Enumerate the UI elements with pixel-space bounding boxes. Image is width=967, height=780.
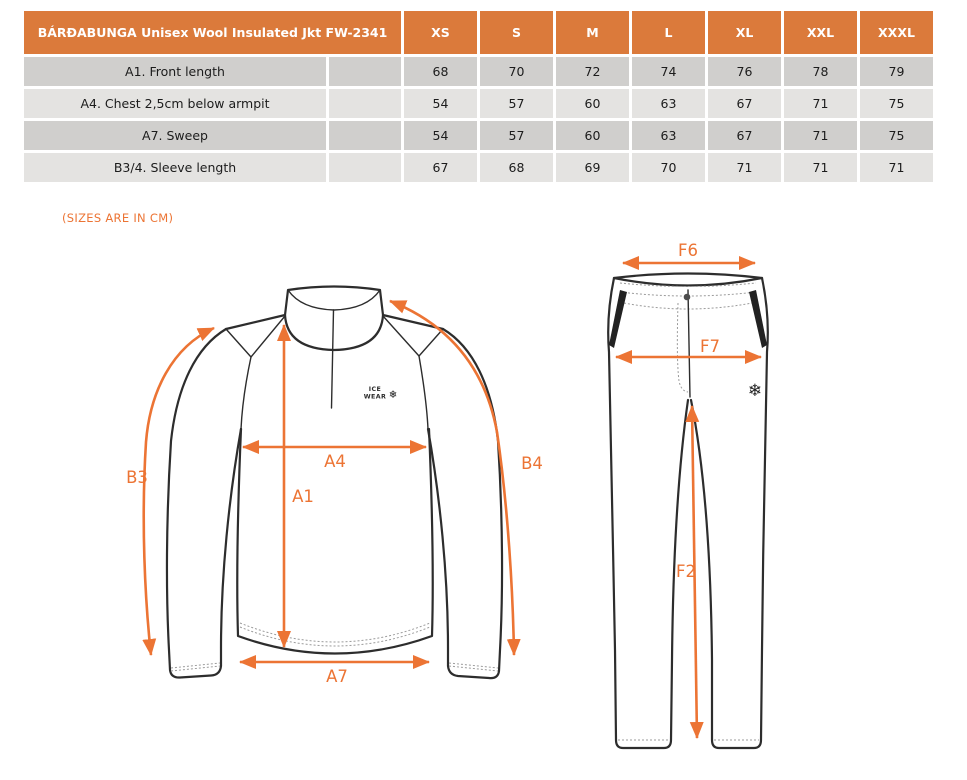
size-value-cell: 68: [480, 153, 553, 182]
size-value-cell: 79: [860, 57, 933, 86]
label-f7: F7: [700, 337, 720, 356]
size-value-cell: 67: [404, 153, 477, 182]
label-f6: F6: [678, 241, 698, 260]
size-value-cell: 68: [404, 57, 477, 86]
size-value-cell: 60: [556, 121, 629, 150]
size-value-cell: 76: [708, 57, 781, 86]
spacer-cell: [329, 89, 401, 118]
size-value-cell: 67: [708, 89, 781, 118]
spacer-cell: [329, 153, 401, 182]
size-value-cell: 60: [556, 89, 629, 118]
jacket-logo-line1: ICE: [368, 386, 382, 393]
size-value-cell: 57: [480, 89, 553, 118]
jacket-left-raglan-seam: [241, 357, 251, 429]
pants-button: [684, 294, 691, 301]
size-column-header-xl: XL: [708, 11, 781, 54]
jacket-left-sleeve: [167, 329, 241, 678]
jacket-hem-stitch: [240, 623, 430, 642]
measurement-diagram: [0, 240, 967, 780]
table-row: [24, 89, 933, 118]
label-a4: A4: [324, 452, 346, 471]
size-value-cell: 54: [404, 121, 477, 150]
row-label-cell: A7. Sweep: [24, 121, 326, 150]
size-value-cell: 71: [784, 153, 857, 182]
label-a1: A1: [292, 487, 314, 506]
size-chart-table: [21, 8, 936, 185]
table-body: [24, 57, 933, 182]
size-value-cell: 63: [632, 89, 705, 118]
jacket-left-cuff-stitch: [171, 666, 220, 671]
pants-right-pocket: [749, 290, 767, 348]
size-value-cell: 69: [556, 153, 629, 182]
jacket-snowflake-icon: ❄: [388, 389, 398, 401]
row-label-cell: B3/4. Sleeve length: [24, 153, 326, 182]
size-value-cell: 57: [480, 121, 553, 150]
row-label-cell: A1. Front length: [24, 57, 326, 86]
jacket-hem-stitch: [240, 627, 430, 646]
jacket-drawing: [167, 287, 502, 679]
jacket-collar-inside: [288, 287, 380, 311]
spacer-cell: [329, 121, 401, 150]
size-value-cell: 74: [632, 57, 705, 86]
size-column-header-s: S: [480, 11, 553, 54]
pants-front-rise: [688, 290, 690, 397]
jacket-logo-line2: WEAR: [363, 393, 387, 401]
pants-fly-stitch: [677, 303, 688, 392]
table-row: [24, 121, 933, 150]
label-b3: B3: [126, 468, 148, 487]
row-label-cell: A4. Chest 2,5cm below armpit: [24, 89, 326, 118]
label-f2: F2: [676, 562, 696, 581]
size-value-cell: 70: [632, 153, 705, 182]
measurement-labels: [126, 241, 720, 686]
pants-drawing: [608, 274, 768, 749]
size-value-cell: 78: [784, 57, 857, 86]
jacket-brand-logo: [364, 386, 398, 401]
pants-left-pocket: [609, 290, 627, 348]
jacket-right-sleeve: [428, 329, 502, 678]
size-value-cell: 72: [556, 57, 629, 86]
size-column-header-xxl: XXL: [784, 11, 857, 54]
size-value-cell: 71: [784, 121, 857, 150]
table-row: [24, 153, 933, 182]
size-value-cell: 70: [480, 57, 553, 86]
size-column-header-xxxl: XXXL: [860, 11, 933, 54]
arrow-b4: [390, 301, 514, 655]
label-a7: A7: [326, 667, 348, 686]
pants-waist-opening: [614, 274, 762, 286]
size-value-cell: 71: [708, 153, 781, 182]
pants-snowflake-icon: ❄: [747, 381, 763, 401]
label-b4: B4: [521, 454, 543, 473]
table-row: [24, 57, 933, 86]
size-value-cell: 71: [784, 89, 857, 118]
spacer-cell: [329, 57, 401, 86]
size-value-cell: 67: [708, 121, 781, 150]
size-value-cell: 54: [404, 89, 477, 118]
size-value-cell: 75: [860, 89, 933, 118]
size-column-header-l: L: [632, 11, 705, 54]
size-value-cell: 75: [860, 121, 933, 150]
size-column-header-xs: XS: [404, 11, 477, 54]
table-header: [24, 11, 933, 54]
pants-left-leg: [608, 278, 688, 748]
jacket-zipper: [332, 310, 334, 408]
jacket-right-raglan-seam: [419, 356, 428, 429]
jacket-right-cuff-stitch: [449, 663, 498, 668]
units-note: (SIZES ARE IN CM): [62, 211, 174, 225]
size-column-header-m: M: [556, 11, 629, 54]
size-value-cell: 63: [632, 121, 705, 150]
arrow-b3: [144, 328, 214, 655]
size-value-cell: 71: [860, 153, 933, 182]
header-row: [24, 11, 933, 54]
table-title-cell: BÁRÐABUNGA Unisex Wool Insulated Jkt FW-2341: [24, 11, 401, 54]
